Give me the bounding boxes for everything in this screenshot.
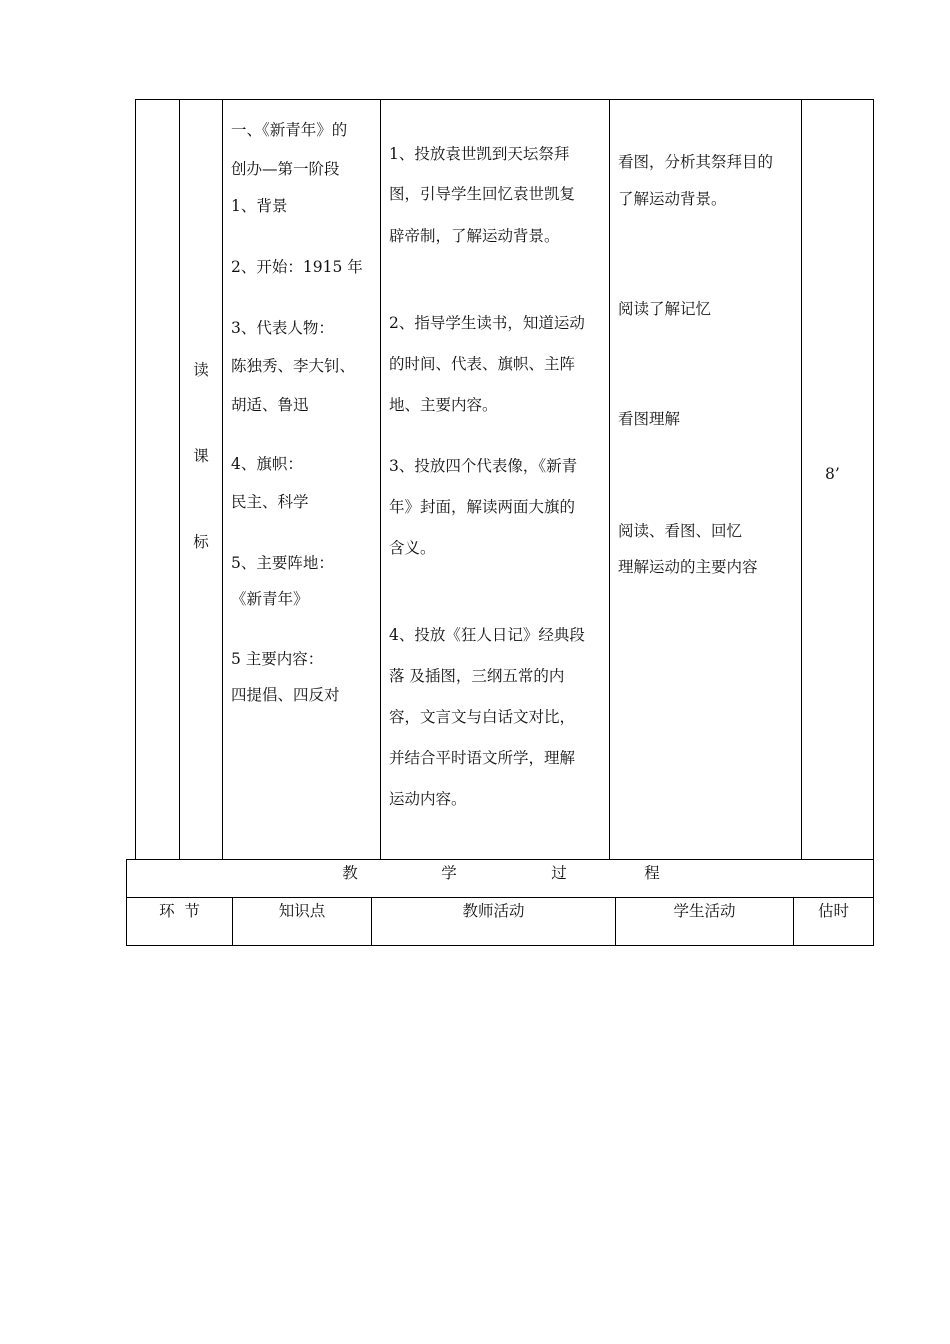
teacher-line: 的时间、代表、旗帜、主阵: [389, 355, 576, 373]
knowledge-line: 一、《新青年》的: [231, 121, 348, 139]
knowledge-line: 《新青年》: [231, 590, 309, 608]
knowledge-line: 胡适、鲁迅: [231, 396, 309, 414]
knowledge-line: 3、代表人物：: [231, 319, 334, 337]
knowledge-line: 2、开始：1915 年: [231, 258, 363, 276]
knowledge-line: 民主、科学: [231, 493, 309, 511]
teacher-line: 含义。: [389, 539, 436, 557]
section-label-char: 读: [193, 361, 209, 379]
teacher-line: 3、投放四个代表像，《新青: [389, 457, 578, 475]
teacher-line: 并结合平时语文所学，理解: [389, 749, 576, 767]
process-title-char: 过: [551, 864, 567, 882]
teacher-line: 辟帝制，了解运动背景。: [389, 227, 560, 245]
teacher-line: 落 及插图，三纲五常的内: [389, 667, 565, 685]
section-label-char: 课: [193, 447, 209, 465]
knowledge-line: 陈独秀、李大钊、: [231, 357, 356, 375]
time-estimate: 8’: [825, 465, 840, 483]
process-title-char: 程: [644, 864, 660, 882]
process-title-char: 学: [441, 864, 457, 882]
process-title-char: 教: [342, 864, 358, 882]
student-line: 了解运动背景。: [618, 190, 727, 208]
knowledge-line: 创办—第一阶段: [231, 160, 340, 178]
student-line: 阅读、看图、回忆: [618, 522, 743, 540]
teacher-line: 图，引导学生回忆袁世凯复: [389, 185, 576, 203]
section-label: [181, 327, 221, 585]
teacher-line: 地、主要内容。: [389, 396, 498, 414]
header-time: 估时: [817, 902, 849, 920]
student-line: 看图，分析其祭拜目的: [618, 153, 774, 171]
header-knowledge: 知识点: [278, 902, 326, 920]
knowledge-line: 5、主要阵地：: [231, 554, 334, 572]
header-teacher: 教师活动: [462, 902, 525, 920]
teacher-line: 容，文言文与白话文对比，: [389, 708, 576, 726]
teacher-line: 运动内容。: [389, 790, 467, 808]
knowledge-line: 1、背景: [231, 197, 288, 215]
section-label-char: 标: [193, 533, 209, 551]
header-student: 学生活动: [673, 902, 736, 920]
knowledge-line: 5 主要内容：: [231, 650, 324, 668]
student-line: 看图理解: [618, 410, 681, 428]
header-section: 环 节: [159, 902, 200, 920]
teacher-line: 1、投放袁世凯到天坛祭拜: [389, 145, 570, 163]
student-line: 理解运动的主要内容: [618, 558, 758, 576]
student-line: 阅读了解记忆: [618, 300, 712, 318]
teacher-line: 4、投放《狂人日记》经典段: [389, 626, 585, 644]
knowledge-line: 4、旗帜：: [231, 455, 303, 473]
teacher-line: 2、指导学生读书，知道运动: [389, 314, 585, 332]
knowledge-line: 四提倡、四反对: [231, 686, 340, 704]
teacher-line: 年》封面，解读两面大旗的: [389, 498, 576, 516]
